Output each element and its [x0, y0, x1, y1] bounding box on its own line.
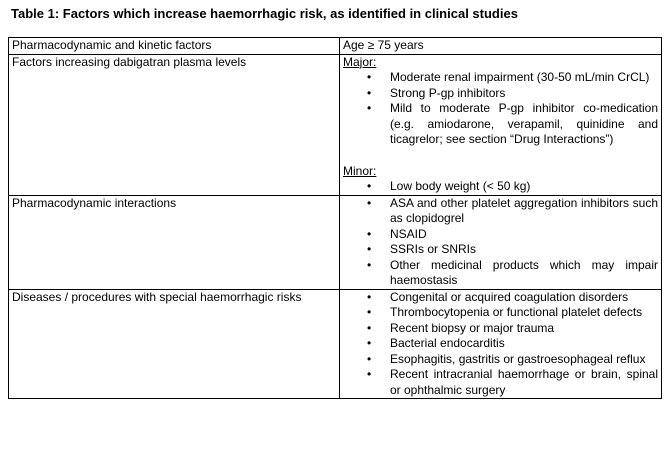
factor-cell	[9, 195, 340, 289]
bullet-icon: •	[367, 257, 372, 272]
list-item: • ASA and other platelet aggregation inhibitors such as clopidogrel	[367, 195, 658, 225]
factor-cell	[9, 38, 340, 55]
list-item: • Congenital or acquired coagulation disorders	[367, 289, 629, 304]
bullet-icon: •	[367, 367, 372, 381]
value-cell	[340, 54, 662, 195]
list-item: • Recent biopsy or major trauma	[367, 320, 555, 335]
haemorrhagic-risk-table	[8, 37, 662, 399]
list-item: • Strong P-gp inhibitors	[367, 85, 506, 100]
list-item: • Bacterial endocarditis	[367, 336, 505, 350]
table-row	[9, 195, 662, 289]
factor-cell	[9, 54, 340, 195]
value-cell	[340, 38, 662, 55]
list-item: • Esophagitis, gastritis or gastroesophageal reflux	[367, 351, 646, 366]
table-row	[9, 289, 662, 399]
major-list	[343, 70, 661, 148]
bullet-icon: •	[367, 320, 372, 335]
list-item: • NSAID	[367, 226, 427, 241]
value-text: Age ≥ 75 years	[343, 38, 424, 52]
value-cell	[340, 195, 662, 289]
bullet-icon: •	[367, 305, 372, 319]
major-label: Major:	[343, 54, 377, 69]
factor-label: Diseases / procedures with special haemorrhagic risks	[12, 289, 302, 304]
value-cell	[340, 289, 662, 399]
bullet-icon: •	[367, 351, 372, 366]
bullet-icon: •	[367, 336, 372, 350]
factor-label: Factors increasing dabigatran plasma levels	[12, 54, 247, 69]
bullet-icon: •	[367, 226, 372, 241]
bullet-icon: •	[367, 242, 372, 256]
bullet-icon: •	[367, 70, 372, 84]
list-item: • Mild to moderate P-gp inhibitor co-medication (e.g. amiodarone, verapamil, quinidine and ticagrelor; see section “Drug Interactions”)	[367, 101, 658, 146]
table-row	[9, 54, 662, 195]
factor-label: Pharmacodynamic and kinetic factors	[12, 38, 212, 52]
bullet-icon: •	[367, 179, 372, 193]
list-item: • Moderate renal impairment (30-50 mL/min CrCL)	[367, 70, 650, 84]
list-item: • Recent intracranial haemorrhage or brain, spinal or ophthalmic surgery	[367, 367, 658, 397]
spacer	[343, 148, 661, 164]
table-title: Table 1: Factors which increase haemorrhagic risk, as identified in clinical studies	[11, 6, 518, 21]
bullet-icon: •	[367, 85, 372, 100]
factor-cell	[9, 289, 340, 399]
list-item: • SSRIs or SNRIs	[367, 242, 477, 256]
bullet-icon: •	[367, 289, 372, 304]
diseases-list	[343, 290, 661, 399]
factor-label: Pharmacodynamic interactions	[12, 195, 177, 210]
minor-list	[343, 179, 661, 195]
list-item: • Low body weight (< 50 kg)	[367, 179, 531, 193]
bullet-icon: •	[367, 195, 372, 210]
minor-label: Minor:	[343, 163, 377, 178]
list-item: • Thrombocytopenia or functional platelet defects	[367, 305, 643, 319]
list-item: • Other medicinal products which may impair haemostasis	[367, 257, 658, 287]
table-row	[9, 38, 662, 55]
interactions-list	[343, 196, 661, 289]
bullet-icon: •	[367, 101, 372, 115]
